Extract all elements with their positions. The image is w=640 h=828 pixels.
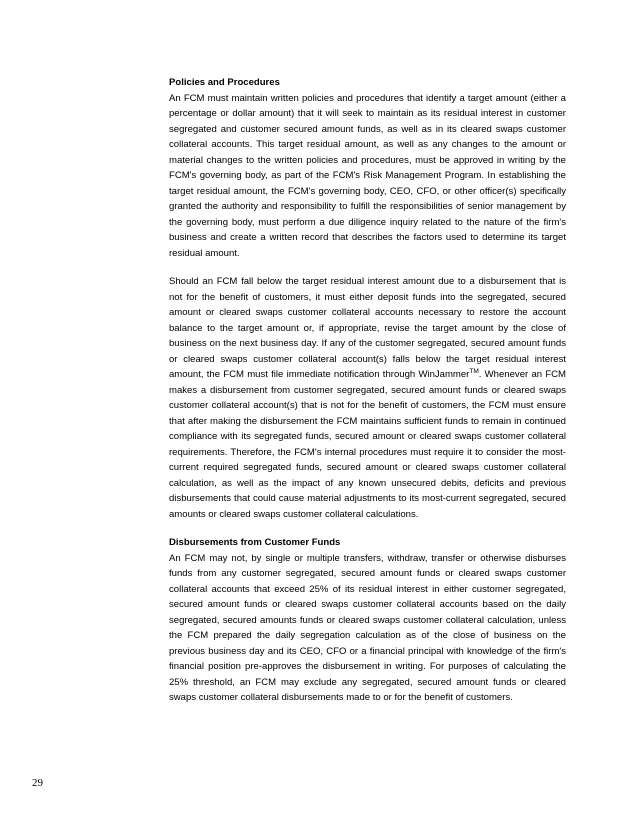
section-heading-policies: Policies and Procedures bbox=[169, 77, 280, 88]
page-body bbox=[169, 75, 566, 706]
paragraph-below-target-text-1: Should an FCM fall below the target residual interest amount due to a disbursement that is not for the benefit of customers, it must either deposit funds into the segregated, secured amount or cleared swaps customer collateral accounts necessary to restore the account balance to the target amount or, if appropriate, revise the target amount by the close of business on the next business day. If any of the customer segregated, secured amount funds or cleared swaps customer collateral account(s) falls below the target residual interest amount, the FCM must file immediate notification through WinJammer bbox=[169, 276, 566, 380]
section-heading-disbursements: Disbursements from Customer Funds bbox=[169, 537, 341, 548]
paragraph-below-target bbox=[169, 274, 566, 522]
page-number: 29 bbox=[32, 777, 43, 789]
paragraph-target-amount: An FCM must maintain written policies and procedures that identify a target amount (either a percentage or dollar amount) that it will seek to maintain as its residual interest in customer segregated and customer secured amount funds, as well as in its cleared swaps customer collateral accounts. This target residual amount, as well as any changes to the amount or material changes to the written policies and procedures, must be approved in writing by the FCM's governing body, as part of the FCM's Risk Management Program. In establishing the target residual amount, the FCM's governing body, CEO, CFO, or other officer(s) specifically granted the authority and responsibility to fulfill the responsibilities of senior management by the governing body, must perform a due diligence inquiry related to the nature of the firm's business and create a written record that describes the factors used to determine its target residual amount. bbox=[169, 92, 566, 259]
paragraph-disbursements: An FCM may not, by single or multiple transfers, withdraw, transfer or otherwise disburses funds from any customer segregated, secured amount funds or cleared swaps customer collateral accounts that exceed 25% of its residual interest in either customer segregated, secured amount funds or cleared swaps customer collateral accounts based on the daily segregated, secured amounts funds or cleared swaps customer collateral calculation, unless the FCM prepared the daily segregation calculation as of the close of business on the previous business day and its CEO, CFO or a financial principal with knowledge of the firm's financial position pre-approves the disbursement in writing. For purposes of calculating the 25% threshold, an FCM may exclude any segregated, secured amount funds or cleared swaps customer collateral disbursements made to or for the benefit of customers. bbox=[169, 552, 566, 703]
paragraph-below-target-text-2: . Whenever an FCM makes a disbursement from customer segregated, secured amount funds or cleared swaps customer collateral account(s) that is not for the benefit of customers, the FCM must ensure that after making the disbursement the FCM maintains sufficient funds to remain in continued compliance with its segregated funds, secured amount or cleared swaps customer collateral requirements. Therefore, the FCM's internal procedures must require it to consider the most-current required segregated funds, secured amount or cleared swaps customer collateral calculation, as well as the impact of any known unsecured debits, deficits and previous disbursements that could cause material adjustments to its most-current segregated, secured amounts or cleared swaps customer collateral calculations. bbox=[169, 369, 566, 520]
trademark-superscript: TM bbox=[469, 368, 479, 375]
